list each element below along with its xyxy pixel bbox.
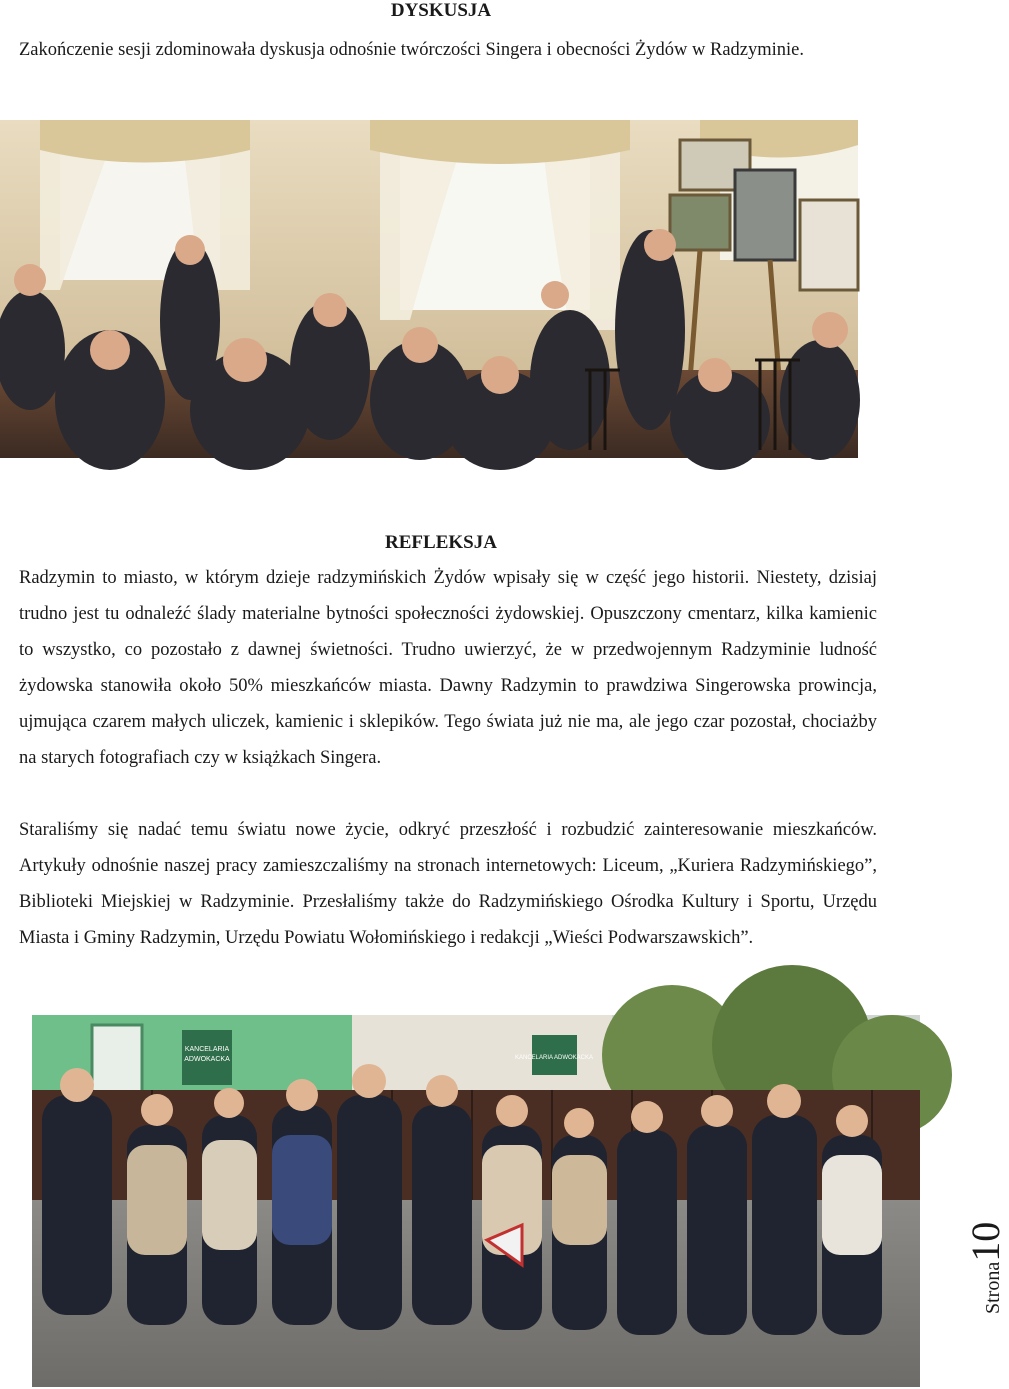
- refleksja-paragraph-1: Radzymin to miasto, w którym dzieje radzymińskich Żydów wpisały się w część jego historii. Niestety, dzisiaj trudno jest tu odnaleźć ślady materialne bytności społeczności żydowskiej. Opuszczony cmentarz, kilka kamienic to wszystko, co pozostało z dawnej świetności. Trudno uwierzyć, że w przedwojennym Radzyminie ludność żydowska stanowiła około 50% mieszkańców miasta. Dawny Radzymin to prawdziwa Singerowska prowincja, ujmująca czarem małych uliczek, kamienic i sklepików. Tego świata już nie ma, ale jego czar pozostał, chociażby na starych fotografiach czy w książkach Singera.: [19, 568, 877, 768]
- discussion-photo: [0, 120, 858, 458]
- page-label: Strona: [982, 1261, 1004, 1314]
- section-heading-refleksja: REFLEKSJA: [385, 532, 497, 553]
- refleksja-paragraph-2: Staraliśmy się nadać temu światu nowe życie, odkryć przeszłość i rozbudzić zainteresowanie mieszkańców. Artykuły odnośnie naszej pracy zamieszczaliśmy na stronach internetowych: Liceum, „Kuriera Radzymińskiego”, Biblioteki Miejskiej w Radzyminie. Przesłaliśmy także do Radzymińskiego Ośrodka Kultury i Sportu, Urzędu Miasta i Gminy Radzymin, Urzędu Powiatu Wołomińskiego i redakcji „Wieści Podwarszawskich”.: [19, 820, 877, 948]
- page-number-value: 10: [963, 1221, 1008, 1262]
- page-number: [928, 1200, 1008, 1320]
- sign-text-left-1: KANCELARIA: [184, 1046, 230, 1053]
- sign-text-right: KANCELARIA ADWOKACKA: [514, 1055, 594, 1061]
- group-photo: [32, 1015, 920, 1387]
- dyskusja-paragraph: Zakończenie sesji zdominowała dyskusja odnośnie twórczości Singera i obecności Żydów w Radzyminie.: [19, 40, 805, 60]
- sign-text-left-2: ADWOKACKA: [184, 1056, 230, 1063]
- section-heading-dyskusja: DYSKUSJA: [390, 0, 492, 21]
